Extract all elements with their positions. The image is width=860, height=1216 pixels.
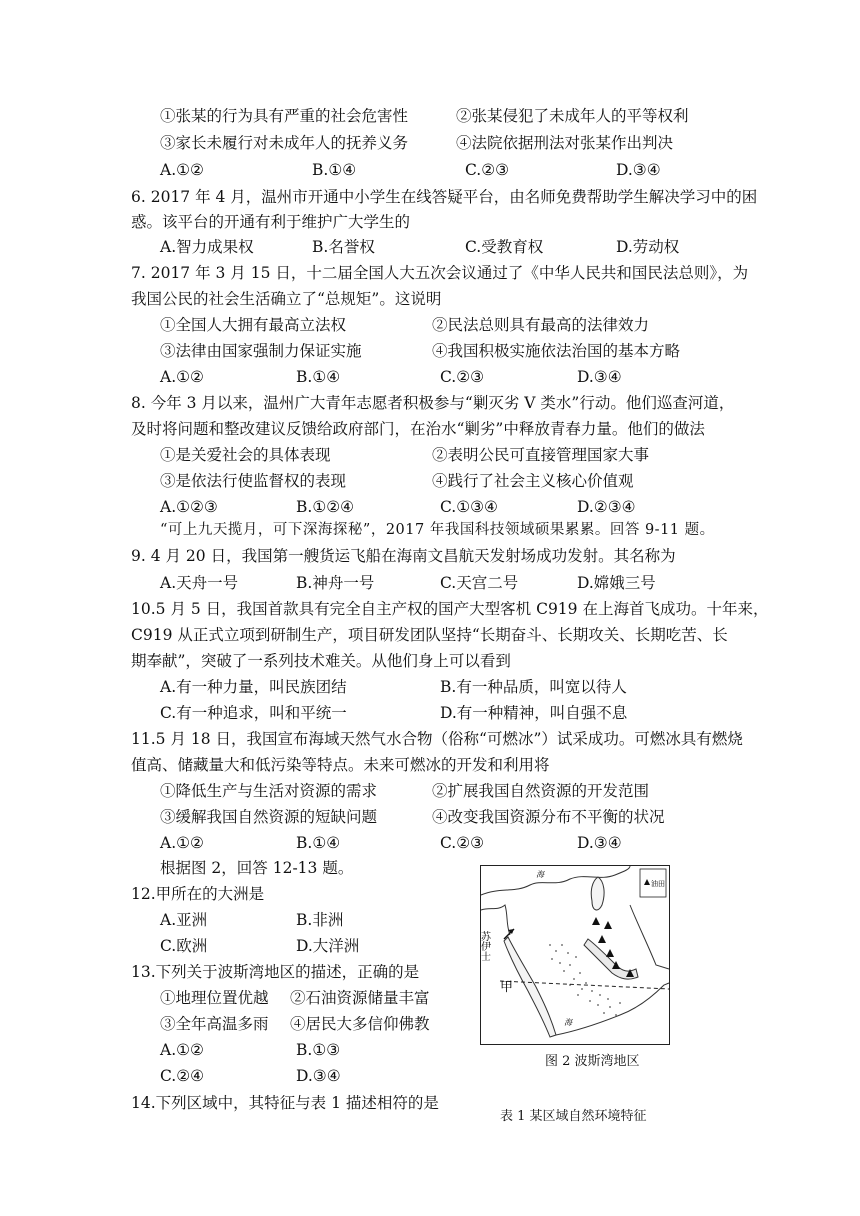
q13-choice-a: A.①② — [160, 1041, 204, 1059]
q11-option-2: ②扩展我国自然资源的开发范围 — [432, 782, 650, 800]
q7-choice-b: B.①④ — [296, 368, 341, 386]
q5-option-3: ③家长未履行对未成年人的抚养义务 — [160, 134, 409, 152]
q5-option-2: ②张某侵犯了未成年人的平等权利 — [456, 107, 689, 125]
q12-choice-b: B.非洲 — [296, 911, 344, 929]
q5-choice-d: D.③④ — [616, 161, 661, 179]
q8-option-3: ③是依法行使监督权的表现 — [160, 472, 347, 490]
q10-stem-line-3: 期奉献”，突破了一系列技术难关。从他们身上可以看到 — [131, 652, 511, 670]
q7-stem-line-1: 7. 2017 年 3 月 15 日，十二届全国人大五次会议通过了《中华人民共和国民法总则》，为 — [131, 264, 749, 282]
q7-stem-line-2: 我国公民的社会生活确立了“总规矩”。这说明 — [131, 290, 442, 308]
intro-12-13: 根据图 2，回答 12-13 题。 — [160, 859, 354, 877]
label-sea-south: 海 — [564, 1018, 572, 1027]
q9-choice-b: B.神舟一号 — [296, 574, 375, 592]
q13-option-4: ④居民大多信仰佛教 — [290, 1015, 430, 1033]
q8-option-1: ①是关爱社会的具体表现 — [160, 446, 331, 464]
q5-choice-b: B.①④ — [312, 161, 357, 179]
q10-choice-d: D.有一种精神，叫自强不息 — [440, 704, 628, 722]
q6-choice-d: D.劳动权 — [616, 238, 680, 256]
q10-stem-line-1: 10.5 月 5 日，我国首款具有完全自主产权的国产大型客机 C919 在上海首飞成功。十年来， — [131, 600, 769, 618]
label-suez: 苏伊士 — [478, 931, 490, 961]
q5-option-1: ①张某的行为具有严重的社会危害性 — [160, 107, 409, 125]
q11-option-1: ①降低生产与生活对资源的需求 — [160, 782, 378, 800]
legend-label: 油田 — [651, 880, 665, 888]
q7-option-4: ④我国积极实施依法治国的基本方略 — [432, 342, 681, 360]
map-figure — [480, 865, 670, 1045]
q11-choice-d: D.③④ — [577, 834, 622, 852]
q10-choice-a: A.有一种力量，叫民族团结 — [160, 678, 347, 696]
q13-option-1: ①地理位置优越 — [160, 989, 269, 1007]
q10-choice-c: C.有一种追求，叫和平统一 — [160, 704, 347, 722]
q7-choice-a: A.①② — [160, 368, 204, 386]
q12-choice-c: C.欧洲 — [160, 937, 208, 955]
label-sea-north: 海 — [536, 870, 544, 879]
q14-stem: 14.下列区域中，其特征与表 1 描述相符的是 — [131, 1094, 439, 1112]
q6-choice-c: C.受教育权 — [465, 238, 544, 256]
q8-stem-line-2: 及时将问题和整改建议反馈给政府部门，在治水“剿劣”中释放青春力量。他们的做法 — [131, 420, 705, 438]
q7-option-2: ②民法总则具有最高的法律效力 — [432, 316, 650, 334]
q11-stem-line-2: 值高、储藏量大和低污染等特点。未来可燃冰的开发和利用将 — [131, 756, 550, 774]
q11-option-4: ④改变我国资源分布不平衡的状况 — [432, 808, 665, 826]
q6-choice-b: B.名誉权 — [312, 238, 375, 256]
q13-stem: 13.下列关于波斯湾地区的描述，正确的是 — [131, 963, 420, 981]
q9-choice-c: C.天宫二号 — [440, 574, 519, 592]
q12-stem: 12.甲所在的大洲是 — [131, 885, 265, 903]
q11-option-3: ③缓解我国自然资源的短缺问题 — [160, 808, 378, 826]
label-jia: 甲 — [500, 980, 514, 995]
q8-choice-b: B.①②④ — [296, 498, 355, 516]
q5-option-4: ④法院依据刑法对张某作出判决 — [456, 134, 674, 152]
q13-option-2: ②石油资源储量丰富 — [290, 989, 430, 1007]
q11-choice-b: B.①④ — [296, 834, 341, 852]
q9-stem-line-1: 9. 4 月 20 日，我国第一艘货运飞船在海南文昌航天发射场成功发射。其名称为 — [131, 547, 676, 565]
q9-choice-a: A.天舟一号 — [160, 574, 239, 592]
q7-choice-d: D.③④ — [577, 368, 622, 386]
q6-stem-line-2: 惑。该平台的开通有利于维护广大学生的 — [131, 213, 411, 231]
q8-option-4: ④践行了社会主义核心价值观 — [432, 472, 634, 490]
table-1-caption: 表 1 某区域自然环境特征 — [500, 1109, 647, 1124]
q5-choice-a: A.①② — [160, 161, 204, 179]
intro-9-11: “可上九天揽月，可下深海探秘”，2017 年我国科技领域硕果累累。回答 9-11 题。 — [160, 522, 715, 538]
persian-gulf-map — [480, 865, 670, 1045]
q11-stem-line-1: 11.5 月 18 日，我国宣布海域天然气水合物（俗称“可燃冰”）试采成功。可燃冰具有燃烧 — [131, 730, 743, 748]
q8-choice-a: A.①②③ — [160, 498, 218, 516]
q6-stem-line-1: 6. 2017 年 4 月，温州市开通中小学生在线答疑平台，由名师免费帮助学生解决学习中的困 — [131, 188, 758, 206]
q12-choice-a: A.亚洲 — [160, 911, 208, 929]
caspian-sea — [591, 877, 604, 910]
q5-choice-c: C.②③ — [465, 161, 510, 179]
q11-choice-a: A.①② — [160, 834, 204, 852]
q11-choice-c: C.②③ — [440, 834, 485, 852]
q7-option-1: ①全国人大拥有最高立法权 — [160, 316, 347, 334]
q13-choice-b: B.①③ — [296, 1041, 341, 1059]
q13-choice-d: D.③④ — [296, 1067, 341, 1085]
q13-choice-c: C.②④ — [160, 1067, 205, 1085]
q7-choice-c: C.②③ — [440, 368, 485, 386]
q13-option-3: ③全年高温多雨 — [160, 1015, 269, 1033]
q10-stem-line-2: C919 从正式立项到研制生产，项目研发团队坚持“长期奋斗、长期攻关、长期吃苦、长 — [131, 626, 728, 644]
q8-option-2: ②表明公民可直接管理国家大事 — [432, 446, 650, 464]
q8-choice-c: C.①③④ — [440, 498, 498, 516]
q12-choice-d: D.大洋洲 — [296, 937, 360, 955]
q9-choice-d: D.嫦娥三号 — [577, 574, 656, 592]
q8-choice-d: D.②③④ — [577, 498, 636, 516]
q7-option-3: ③法律由国家强制力保证实施 — [160, 342, 362, 360]
q8-stem-line-1: 8. 今年 3 月以来，温州广大青年志愿者积极参与“剿灭劣 V 类水”行动。他们巡查河道， — [131, 394, 735, 412]
figure-2-caption: 图 2 波斯湾地区 — [545, 1054, 640, 1069]
q10-choice-b: B.有一种品质，叫宽以待人 — [440, 678, 627, 696]
q6-choice-a: A.智力成果权 — [160, 238, 254, 256]
